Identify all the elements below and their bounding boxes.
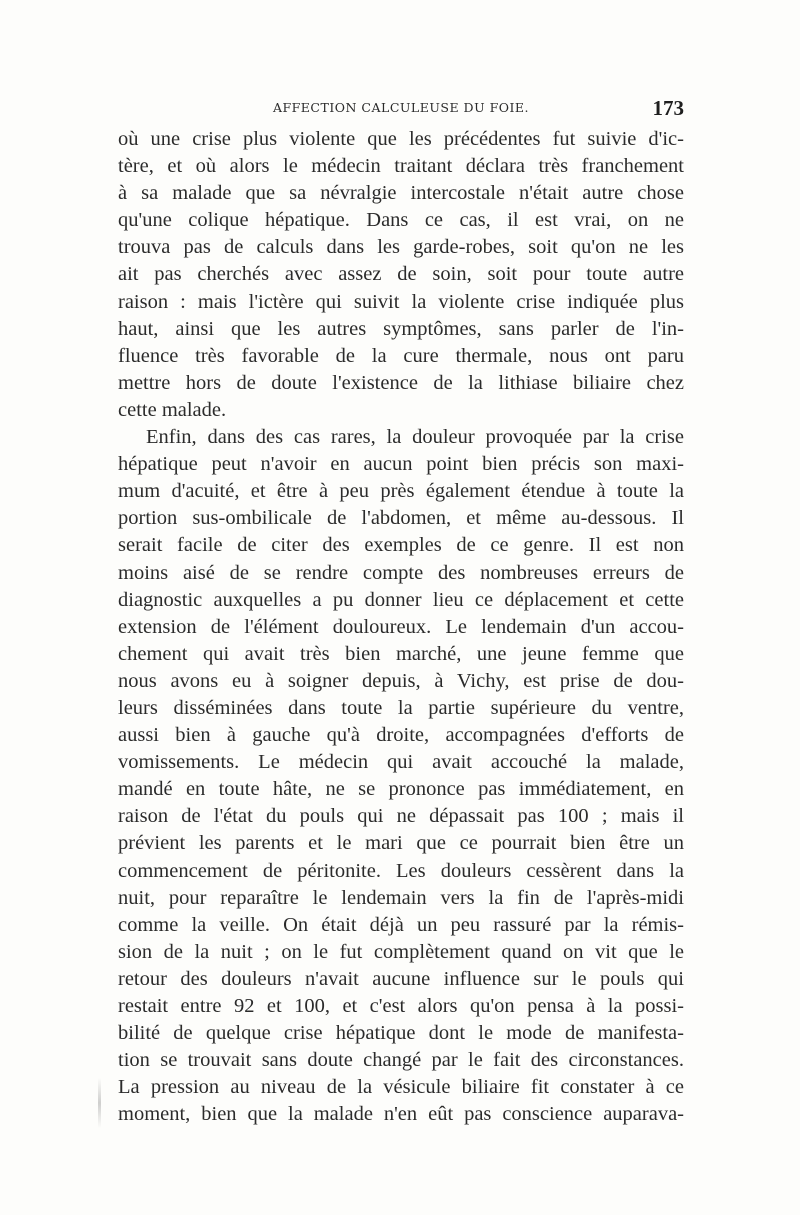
text-line: comme la veille. On était déjà un peu rassuré par la rémis- [118, 913, 684, 936]
text-line: nous avons eu à soigner depuis, à Vichy, est prise de dou- [118, 669, 684, 692]
text-line-paragraph-start: Enfin, dans des cas rares, la douleur provoquée par la crise [146, 426, 684, 449]
text-line: sion de la nuit ; on le fut complètement quand on vit que le [118, 940, 684, 963]
text-line: prévient les parents et le mari que ce pourrait bien être un [118, 832, 684, 855]
text-line: raison de l'état du pouls qui ne dépassait pas 100 ; mais il [118, 805, 684, 828]
text-line: trouva pas de calculs dans les garde-robes, soit qu'on ne les [118, 236, 684, 259]
text-line: aussi bien à gauche qu'à droite, accompagnées d'efforts de [118, 724, 684, 747]
text-line: fluence très favorable de la cure thermale, nous ont paru [118, 344, 684, 367]
text-line: chement qui avait très bien marché, une jeune femme que [118, 642, 684, 665]
running-title: AFFECTION CALCULEUSE DU FOIE. [272, 100, 530, 115]
text-line: bilité de quelque crise hépatique dont le mode de manifesta- [118, 1022, 684, 1045]
text-line: vomissements. Le médecin qui avait accouché la malade, [118, 751, 684, 774]
text-line: La pression au niveau de la vésicule biliaire fit constater à ce [118, 1076, 684, 1099]
text-line: où une crise plus violente que les précédentes fut suivie d'ic- [118, 128, 684, 150]
text-line: commencement de péritonite. Les douleurs cessèrent dans la [118, 859, 684, 882]
text-line: mum d'acuité, et être à peu près également étendue à toute la [118, 480, 684, 503]
text-line: retour des douleurs n'avait aucune influence sur le pouls qui [118, 967, 684, 990]
text-line: moins aisé de se rendre compte des nombreuses erreurs de [118, 561, 684, 584]
text-line: tère, et où alors le médecin traitant déclara très franchement [118, 155, 684, 178]
text-line-paragraph-end: cette malade. [118, 398, 227, 421]
text-line: ait pas cherchés avec assez de soin, soit pour toute autre [118, 263, 684, 286]
text-line: qu'une colique hépatique. Dans ce cas, il est vrai, on ne [118, 209, 684, 232]
text-line: diagnostic auxquelles a pu donner lieu ce déplacement et cette [118, 588, 684, 611]
text-line: serait facile de citer des exemples de ce genre. Il est non [118, 534, 684, 557]
text-line: à sa malade que sa névralgie intercostale n'était autre chose [118, 182, 684, 205]
text-line: tion se trouvait sans doute changé par le fait des circonstances. [118, 1049, 684, 1072]
text-line: portion sus-ombilicale de l'abdomen, et même au-dessous. Il [118, 507, 684, 530]
text-line: raison : mais l'ictère qui suivit la violente crise indiquée plus [118, 290, 684, 313]
text-line: haut, ainsi que les autres symptômes, sans parler de l'in- [118, 317, 684, 340]
text-line: restait entre 92 et 100, et c'est alors qu'on pensa à la possi- [118, 995, 684, 1017]
text-line: extension de l'élément douloureux. Le lendemain d'un accou- [118, 615, 684, 638]
text-line: moment, bien que la malade n'en eût pas conscience auparava- [118, 1103, 684, 1126]
body-text [118, 126, 684, 1128]
text-line: hépatique peut n'avoir en aucun point bien précis son maxi- [118, 453, 684, 476]
page-gutter-shadow [98, 1078, 101, 1128]
page-number: 173 [652, 96, 684, 120]
running-head [118, 96, 684, 120]
text-line: nuit, pour reparaître le lendemain vers la fin de l'après-midi [118, 886, 684, 909]
text-line: mettre hors de doute l'existence de la lithiase biliaire chez [118, 371, 684, 394]
text-line: leurs disséminées dans toute la partie supérieure du ventre, [118, 696, 684, 719]
text-line: mandé en toute hâte, ne se prononce pas immédiatement, en [118, 778, 684, 801]
